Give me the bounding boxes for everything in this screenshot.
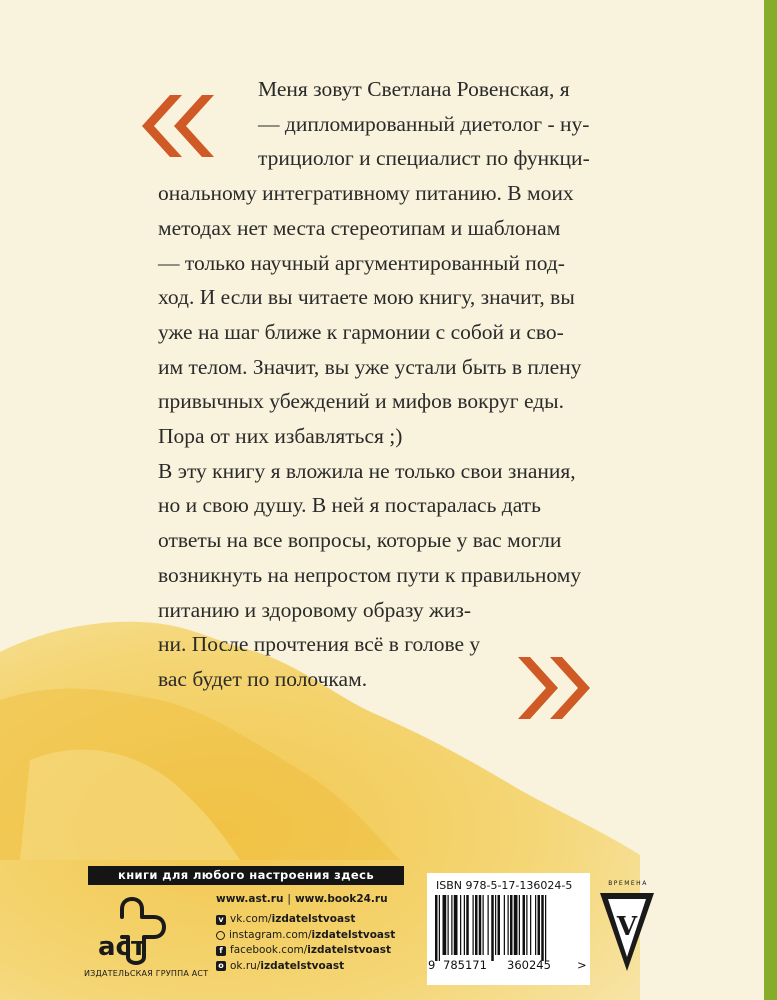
blurb-line: методах нет места стереотипам и шаблонам <box>158 215 561 240</box>
blurb-text <box>158 72 618 697</box>
social-row-instagram[interactable] <box>216 928 395 944</box>
blurb-line: — дипломированный диетолог - ну- <box>258 111 590 136</box>
barcode-bar <box>498 895 501 955</box>
barcode-bar <box>448 895 449 955</box>
barcode-bar <box>439 895 440 961</box>
isbn-barcode-box <box>427 873 590 985</box>
blurb-line: но и свою душу. В ней я постаралась дать <box>158 493 541 518</box>
imprint-letter: V <box>616 912 638 942</box>
social-handle: izdatelstvoast <box>307 944 391 956</box>
blurb-line: им телом. Значит, вы уже устали быть в плену <box>158 354 582 379</box>
isbn-number: ISBN 978-5-17-136024-5 <box>436 879 573 892</box>
barcode-bar <box>538 895 541 955</box>
barcode-bar <box>519 895 520 955</box>
barcode-bar <box>451 895 452 955</box>
blurb-line: — только научный аргументированный под- <box>158 250 565 275</box>
barcode-bar <box>541 895 544 961</box>
barcode-bar <box>488 895 489 955</box>
blurb-line: вас будет по полочкам. <box>158 666 368 691</box>
blurb-line: Меня зовут Светлана Ровенская, я <box>258 77 570 101</box>
blurb-line: трициолог и специалист по функци- <box>258 146 590 171</box>
social-prefix: ok.ru/ <box>230 959 261 972</box>
barcode-bar <box>466 895 469 955</box>
tagline-banner: книги для любого настроения здесь <box>88 866 404 885</box>
site-link-book24[interactable]: www.book24.ru <box>294 893 388 905</box>
vremena-imprint-logo <box>596 875 658 975</box>
blurb-line: ональному интегративному питанию. В моих <box>158 181 574 206</box>
barcode-bar <box>514 895 518 955</box>
barcode-bar <box>460 895 461 955</box>
barcode-bar <box>473 895 474 955</box>
vk-icon: v <box>216 915 226 925</box>
social-links <box>216 912 395 974</box>
social-handle: izdatelstvoast <box>271 913 356 925</box>
barcode-bar <box>475 895 478 955</box>
websites <box>216 893 388 905</box>
odnoklassniki-icon: o <box>216 961 226 971</box>
imprint-label: ВРЕМЕНА <box>608 880 648 887</box>
blurb-line: ход. И если вы читаете мою книгу, значит, вы <box>158 285 575 310</box>
ast-logo-text: аст <box>98 932 147 962</box>
social-handle: izdatelstvoast <box>311 928 396 941</box>
social-row-facebook[interactable] <box>216 943 395 959</box>
barcode-bar <box>504 895 505 955</box>
social-handle: izdatelstvoast <box>260 959 345 972</box>
facebook-icon: f <box>216 946 226 956</box>
barcode-graphic <box>435 895 581 961</box>
instagram-icon <box>216 931 225 940</box>
barcode-digit-group-2: 360245 <box>507 958 551 972</box>
site-separator: | <box>287 893 291 905</box>
barcode-bar <box>526 895 527 955</box>
ast-logo <box>92 895 172 965</box>
barcode-bar <box>545 895 546 961</box>
blurb-line: ни. После прочтения всё в голове у <box>158 632 481 657</box>
blurb-line: привычных убеждений и мифов вокруг еды. <box>158 389 564 414</box>
barcode-lead-digit: 9 <box>428 958 436 972</box>
social-row-vk[interactable] <box>216 912 395 928</box>
barcode-bar <box>435 895 438 961</box>
barcode-bar <box>510 895 513 955</box>
blurb-line: возникнуть на непростом пути к правильному <box>158 562 582 587</box>
blurb-line: уже на шаг ближе к гармонии с собой и сво- <box>158 319 564 344</box>
blurb-line: ответы на все вопросы, которые у вас могли <box>158 528 562 553</box>
blurb-line: Пора от них избавляться ;) <box>158 424 403 449</box>
barcode-bar <box>535 895 536 955</box>
social-prefix: instagram.com/ <box>229 928 312 941</box>
barcode-bar <box>454 895 458 955</box>
barcode-digit-group-1: 785171 <box>443 958 487 972</box>
barcode-bar <box>530 895 531 955</box>
social-row-ok[interactable] <box>216 959 395 975</box>
social-prefix: vk.com/ <box>230 913 272 925</box>
barcode-bar <box>483 895 484 955</box>
blurb-line: В эту книгу я вложила не только свои знания, <box>158 458 576 483</box>
publisher-caption: ИЗДАТЕЛЬСКАЯ ГРУППА АСТ <box>84 969 209 978</box>
green-edge-strip <box>764 0 777 1000</box>
barcode-bar <box>491 895 494 961</box>
barcode-bar <box>523 895 526 955</box>
site-link-ast[interactable]: www.ast.ru <box>216 893 284 905</box>
barcode-bar <box>508 895 509 955</box>
barcode-bar <box>464 895 465 955</box>
barcode-bar <box>443 895 447 955</box>
social-prefix: facebook.com/ <box>230 944 308 956</box>
barcode-tail-mark: > <box>577 958 587 972</box>
barcode-bar <box>495 895 496 955</box>
barcode-bar <box>479 895 482 955</box>
blurb-line: питанию и здоровому образу жиз- <box>158 597 472 622</box>
